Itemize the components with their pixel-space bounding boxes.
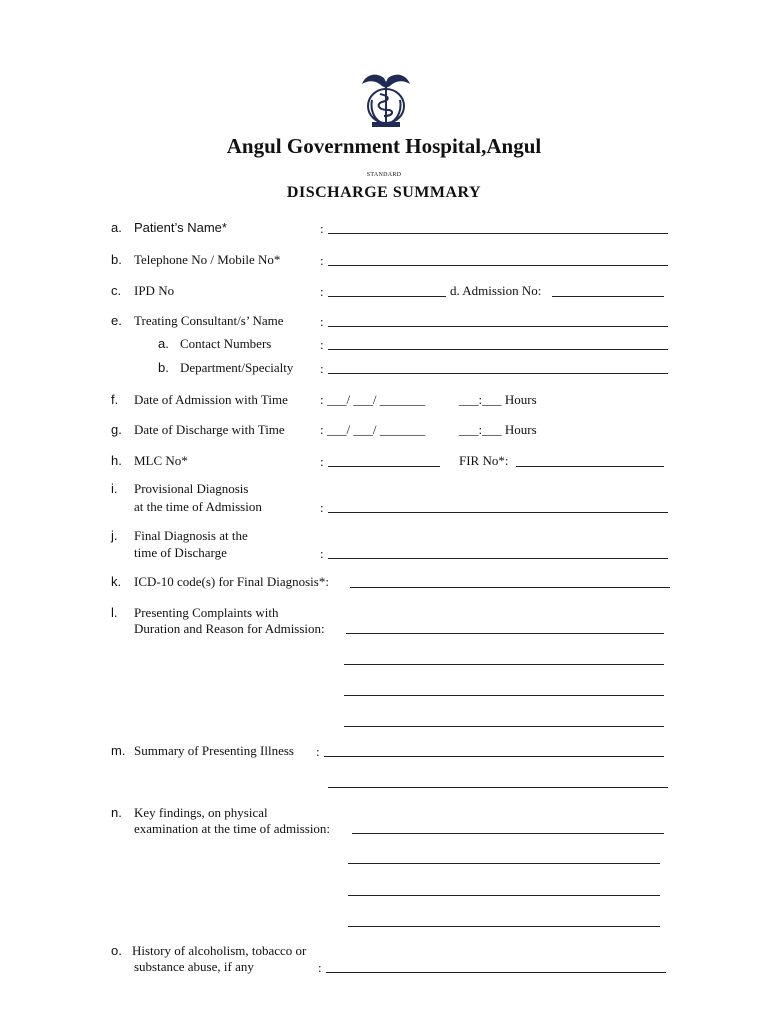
item-letter: j. bbox=[111, 528, 118, 543]
admission-date-field[interactable]: ___/ ___/ _______ bbox=[327, 392, 426, 407]
item-letter: o. bbox=[111, 943, 122, 958]
substance-abuse-label: History of alcoholism, tobacco or bbox=[132, 943, 307, 958]
item-letter: a. bbox=[111, 220, 122, 235]
provisional-diagnosis-label: Provisional Diagnosis bbox=[134, 481, 249, 496]
colon: : bbox=[320, 546, 324, 561]
contact-numbers-label: Contact Numbers bbox=[180, 336, 272, 351]
colon: : bbox=[320, 454, 324, 469]
colon: : bbox=[320, 500, 324, 515]
department-field[interactable] bbox=[328, 373, 668, 374]
icd10-field[interactable] bbox=[350, 587, 670, 588]
discharge-date-field[interactable]: ___/ ___/ _______ bbox=[327, 422, 426, 437]
colon: : bbox=[320, 314, 324, 329]
colon: : bbox=[320, 361, 324, 376]
substance-abuse-field[interactable] bbox=[326, 972, 666, 973]
icd10-label: ICD-10 code(s) for Final Diagnosis*: bbox=[134, 574, 329, 589]
mlc-no-field[interactable] bbox=[328, 466, 440, 467]
item-letter: n. bbox=[111, 805, 122, 820]
illness-summary-field[interactable] bbox=[324, 756, 664, 757]
item-letter: f. bbox=[111, 392, 119, 407]
substance-abuse-label: substance abuse, if any bbox=[134, 959, 254, 974]
fir-no-field[interactable] bbox=[516, 466, 664, 467]
item-letter: b. bbox=[158, 360, 169, 375]
item-letter: e. bbox=[111, 313, 122, 328]
presenting-complaints-field[interactable] bbox=[346, 633, 664, 634]
ipd-no-field[interactable] bbox=[328, 296, 446, 297]
colon: : bbox=[320, 392, 324, 407]
item-letter: g. bbox=[111, 422, 122, 437]
key-findings-field[interactable] bbox=[348, 863, 660, 864]
presenting-complaints-label: Presenting Complaints with bbox=[134, 605, 279, 620]
colon: : bbox=[320, 337, 324, 352]
final-diagnosis-label: time of Discharge bbox=[134, 545, 227, 560]
ipd-no-label: IPD No bbox=[134, 283, 175, 298]
illness-summary-label: Summary of Presenting Illness bbox=[134, 743, 294, 758]
patient-name-label: Patient’s Name* bbox=[134, 220, 227, 235]
provisional-diagnosis-label: at the time of Admission bbox=[134, 499, 262, 514]
admission-time-field[interactable]: ___:___ Hours bbox=[459, 392, 537, 407]
key-findings-field[interactable] bbox=[348, 926, 660, 927]
colon: : bbox=[320, 284, 324, 299]
form-title: DISCHARGE SUMMARY bbox=[286, 184, 482, 201]
presenting-complaints-label: Duration and Reason for Admission: bbox=[134, 621, 325, 636]
consultant-name-label: Treating Consultant/s’ Name bbox=[134, 313, 284, 328]
key-findings-label: examination at the time of admission: bbox=[134, 821, 331, 836]
telephone-label: Telephone No / Mobile No* bbox=[134, 252, 281, 267]
provisional-diagnosis-field[interactable] bbox=[328, 512, 668, 513]
item-letter: l. bbox=[111, 605, 118, 620]
key-findings-field[interactable] bbox=[348, 895, 660, 896]
key-findings-field[interactable] bbox=[352, 833, 664, 834]
item-letter: a. bbox=[158, 336, 169, 351]
key-findings-label: Key findings, on physical bbox=[134, 805, 268, 820]
item-letter: c. bbox=[111, 283, 122, 298]
standard-label: STANDARD bbox=[366, 172, 402, 178]
telephone-field[interactable] bbox=[328, 265, 668, 266]
item-letter: m. bbox=[111, 743, 126, 758]
item-letter: b. bbox=[111, 252, 122, 267]
admission-date-label: Date of Admission with Time bbox=[134, 392, 288, 407]
colon: : bbox=[320, 422, 324, 437]
item-letter: i. bbox=[111, 481, 118, 496]
item-letter: h. bbox=[111, 453, 122, 468]
admission-no-label: d. Admission No: bbox=[450, 283, 542, 298]
department-label: Department/Specialty bbox=[180, 360, 294, 375]
patient-name-field[interactable] bbox=[328, 233, 668, 234]
colon: : bbox=[320, 253, 324, 268]
presenting-complaints-field[interactable] bbox=[344, 664, 664, 665]
discharge-date-label: Date of Discharge with Time bbox=[134, 422, 285, 437]
colon: : bbox=[320, 221, 324, 236]
item-letter: k. bbox=[111, 574, 122, 589]
final-diagnosis-label: Final Diagnosis at the bbox=[134, 528, 248, 543]
colon: : bbox=[316, 744, 320, 759]
presenting-complaints-field[interactable] bbox=[344, 695, 664, 696]
presenting-complaints-field[interactable] bbox=[344, 726, 664, 727]
hospital-name: Angul Government Hospital,Angul bbox=[226, 134, 542, 158]
mlc-no-label: MLC No* bbox=[134, 453, 188, 468]
illness-summary-field[interactable] bbox=[328, 787, 668, 788]
colon: : bbox=[318, 960, 322, 975]
consultant-name-field[interactable] bbox=[328, 326, 668, 327]
discharge-time-field[interactable]: ___:___ Hours bbox=[459, 422, 537, 437]
hospital-emblem-logo bbox=[358, 70, 414, 128]
contact-numbers-field[interactable] bbox=[328, 349, 668, 350]
fir-no-label: FIR No*: bbox=[459, 453, 509, 468]
final-diagnosis-field[interactable] bbox=[328, 558, 668, 559]
admission-no-field[interactable] bbox=[552, 296, 664, 297]
